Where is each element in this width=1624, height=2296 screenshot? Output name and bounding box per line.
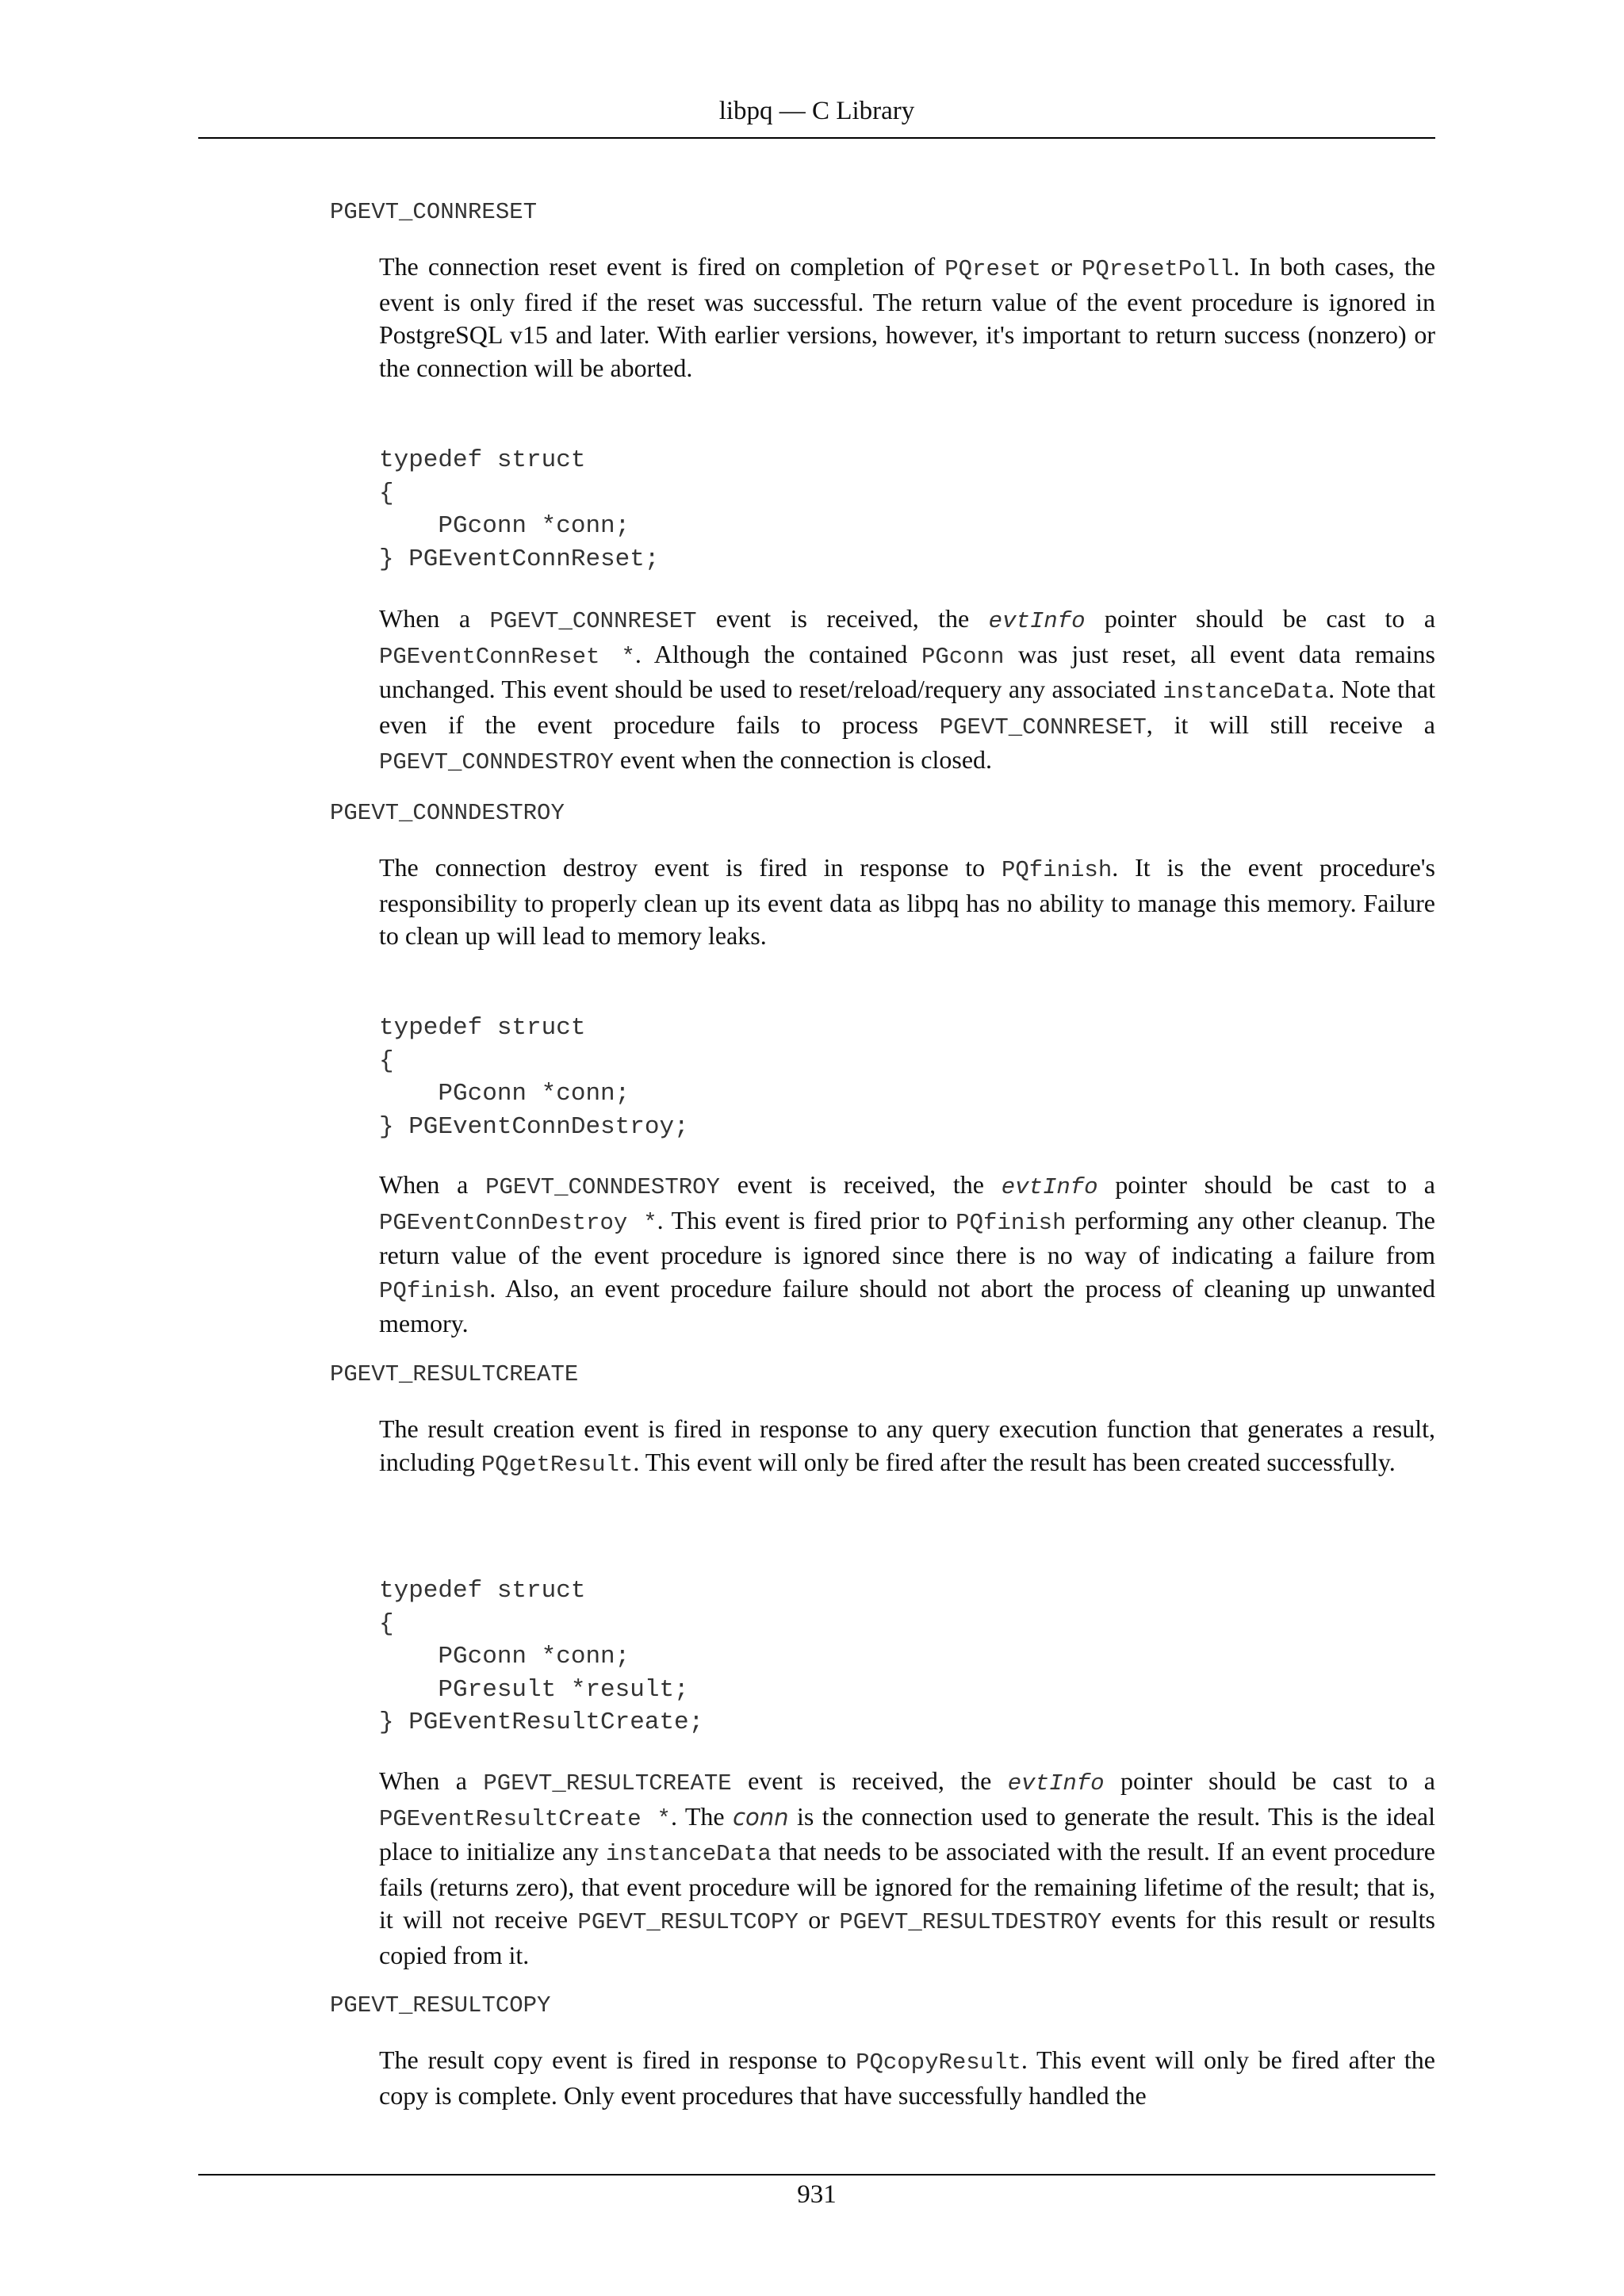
text-run: When a	[379, 1170, 486, 1199]
code-line: PGconn *conn;	[379, 1080, 630, 1108]
text-run: pointer should be cast to a	[1085, 604, 1436, 633]
inline-code: PGEventConnReset *	[379, 643, 635, 670]
term-pgevt-resultcreate: PGEVT_RESULTCREATE	[330, 1361, 579, 1387]
inline-code: PGEVT_CONNDESTROY	[485, 1174, 720, 1200]
text-run: event is received, the	[731, 1766, 1008, 1795]
code-line: } PGEventConnReset;	[379, 545, 660, 573]
inline-code: PGEVT_CONNRESET	[939, 714, 1147, 740]
text-run: or	[1041, 252, 1082, 281]
inline-code: PGEVT_RESULTCREATE	[483, 1770, 732, 1797]
term-pgevt-connreset: PGEVT_CONNRESET	[330, 199, 538, 225]
conndestroy-description	[379, 851, 1435, 953]
text-run: When a	[379, 1766, 484, 1795]
connreset-description	[379, 251, 1435, 385]
inline-emphasis: conn	[733, 1803, 789, 1831]
text-run: event when the connection is closed.	[613, 745, 993, 774]
inline-parameter: evtInfo	[988, 608, 1086, 634]
text-run: that needs to be associated with the result. If an event procedure fails (returns zero), that event procedure will be ignored for the remaining lifetime of the result; that is, it will not receive	[379, 1837, 1436, 1934]
text-run: The result creation event is fired in response to any query execution function that generates a result, including	[379, 1414, 1435, 1476]
resultcreate-usage	[379, 1765, 1435, 1972]
resultcopy-description	[379, 2044, 1435, 2112]
text-run: event is received, the	[719, 1170, 1002, 1199]
text-run: pointer should be cast to a	[1104, 1766, 1436, 1795]
resultcreate-struct-code	[379, 1575, 703, 1739]
text-run: . Note that even if the event procedure fails to process	[379, 675, 1436, 739]
text-run: was just reset, all event data remains unchanged. This event should be used to reset/reload/requery any associated	[379, 639, 1436, 703]
code-line: } PGEventResultCreate;	[379, 1709, 704, 1736]
code-line: typedef struct	[379, 1014, 586, 1042]
text-run: pointer should be cast to a	[1097, 1170, 1436, 1199]
code-line: } PGEventConnDestroy;	[379, 1112, 689, 1141]
text-run: . This event will only be fired after the result has been created successfully.	[633, 1447, 1396, 1476]
text-run: event is received, the	[696, 604, 989, 633]
connreset-usage	[379, 603, 1435, 779]
inline-code: PQfinish	[956, 1209, 1067, 1236]
code-line: typedef struct	[379, 446, 586, 474]
inline-code: PQcopyResult	[856, 2049, 1021, 2076]
connreset-struct-code	[379, 444, 659, 576]
text-run: The result copy event is fired in response to	[379, 2045, 856, 2074]
text-run: is the connection used to generate the result. This is the ideal place to initialize any	[379, 1801, 1436, 1866]
text-run: , it will still receive a	[1146, 710, 1436, 739]
code-line: {	[379, 1609, 394, 1638]
text-run: When a	[379, 604, 490, 633]
resultcreate-description	[379, 1413, 1435, 1481]
code-line: typedef struct	[379, 1577, 586, 1605]
running-header: libpq — C Library	[718, 97, 915, 125]
conndestroy-struct-code	[379, 1012, 689, 1143]
inline-code: instanceData	[605, 1841, 772, 1867]
inline-parameter: evtInfo	[1007, 1770, 1105, 1797]
text-run: . This event will only be fired after the copy is complete. Only event procedures that have successfully handled the	[379, 2045, 1436, 2110]
inline-code: PQresetPoll	[1081, 256, 1234, 282]
code-line: PGconn *conn;	[379, 1643, 630, 1670]
inline-code: PGEVT_RESULTCOPY	[577, 1909, 799, 1935]
inline-code: instanceData	[1162, 679, 1329, 705]
term-pgevt-resultcopy: PGEVT_RESULTCOPY	[330, 1992, 551, 2019]
page-number: 931	[797, 2180, 837, 2209]
code-line: {	[379, 1047, 394, 1075]
code-line: PGresult *result;	[379, 1675, 689, 1704]
inline-code: PGEventResultCreate *	[379, 1805, 671, 1832]
header-rule	[198, 137, 1435, 139]
text-run: The connection reset event is fired on completion of	[379, 252, 945, 281]
text-run: . This event is fired prior to	[657, 1205, 956, 1234]
code-line: {	[379, 479, 394, 507]
inline-code: PQreset	[944, 256, 1042, 282]
inline-code: PGEVT_RESULTDESTROY	[839, 1909, 1101, 1935]
text-run: . In both cases, the event is only fired if the reset was successful. The return value of the event procedure is ignored in PostgreSQL v15 and later. With earlier versions, however, it's important to return success (nonzero) or the connection will be aborted.	[379, 252, 1436, 382]
inline-code: PGEventConnDestroy *	[379, 1209, 657, 1236]
text-run: . Also, an event procedure failure should not abort the process of cleaning up unwanted memory.	[379, 1273, 1435, 1337]
inline-parameter: evtInfo	[1001, 1174, 1098, 1200]
inline-code: PQfinish	[379, 1277, 490, 1304]
inline-code: PQgetResult	[481, 1451, 634, 1478]
text-run: events for this result or results copied from it.	[379, 1905, 1436, 1969]
text-run: performing any other cleanup. The return value of the event procedure is ignored since there is no way of indicating a failure from	[379, 1205, 1436, 1269]
code-line: PGconn *conn;	[379, 512, 630, 540]
inline-code: PGconn	[921, 643, 1005, 670]
inline-code: PGEVT_CONNDESTROY	[379, 749, 614, 775]
text-run: The connection destroy event is fired in response to	[379, 853, 1002, 882]
footer-rule	[198, 2174, 1435, 2175]
inline-code: PQfinish	[1002, 857, 1113, 883]
text-run: . It is the event procedure's responsibility to properly clean up its event data as libpq has no ability to manage this memory. Failure to clean up will lead to memory leaks.	[379, 853, 1436, 950]
text-run: . The	[670, 1801, 733, 1831]
text-run: . Although the contained	[634, 639, 921, 668]
text-run: or	[798, 1905, 840, 1934]
inline-code: PGEVT_CONNRESET	[489, 608, 697, 634]
conndestroy-usage	[379, 1169, 1435, 1341]
term-pgevt-conndestroy: PGEVT_CONNDESTROY	[330, 800, 565, 826]
